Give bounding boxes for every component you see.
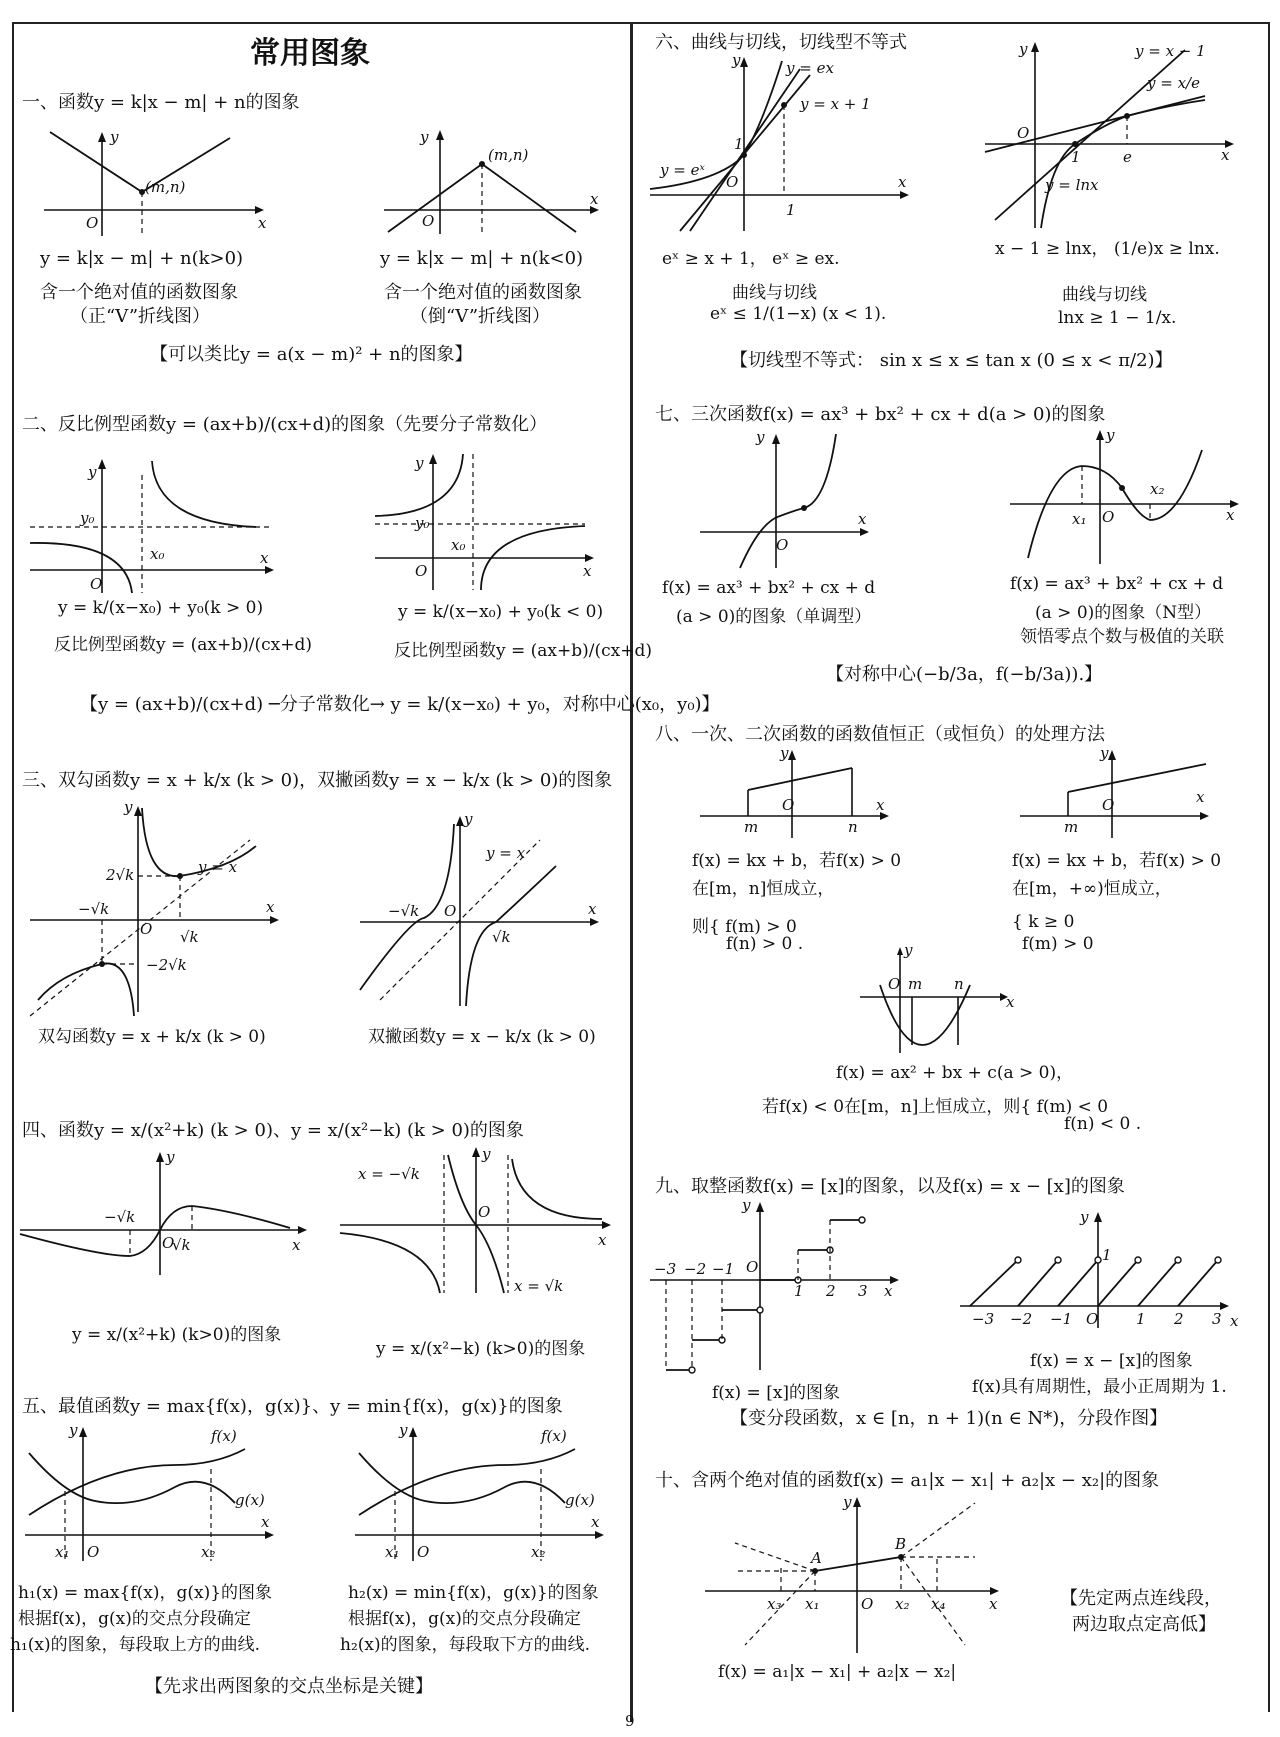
svg-text:y: y [124,798,133,816]
v-graph-left [40,130,280,240]
svg-text:n: n [954,975,964,993]
svg-text:y: y [110,128,119,146]
s8-left-text: 在[m，n]恒成立， [692,879,835,899]
s8-left-text: f(n) > 0 . [726,934,804,954]
label: √k [180,928,199,946]
s9-right-cap: f(x)具有周期性，最小正周期为 1. [972,1377,1227,1397]
s4-right-caption: y = x/(x²−k) (k>0)的图象 [376,1339,586,1359]
label: y = lnx [1045,176,1099,194]
s6-left-ineq: eˣ ≥ x + 1， eˣ ≥ ex. [662,249,840,269]
s5-note: 【先求出两图象的交点坐标是关键】 [145,1676,433,1697]
svg-text:y: y [1019,40,1028,58]
s6-right-ineq: x − 1 ≥ lnx， (1/e)x ≥ lnx. [995,239,1220,259]
svg-text:x: x [590,190,599,208]
s8-mid-text: 若f(x) < 0在[m，n]上恒成立，则{ f(m) < 0 [762,1097,1109,1117]
ln-tangent-graph [985,40,1245,230]
section-3-heading: 三、双勾函数y = x + k/x (k > 0)，双撇函数y = x − k/x (k > 0)的图象 [22,770,613,791]
svg-text:B: B [895,1535,907,1553]
section-5-heading: 五、最值函数y = max{f(x)，g(x)}、y = min{f(x)，g(x)}的图象 [22,1396,563,1417]
svg-text:x₃: x₃ [767,1595,782,1613]
svg-text:O: O [90,575,103,593]
svg-text:n: n [848,818,858,836]
s8-mid-text: f(x) = ax² + bx + c(a > 0)， [836,1063,1074,1083]
svg-text:x: x [884,1282,893,1300]
s8-mid-text: f(n) < 0 . [1064,1114,1142,1134]
svg-text:x₁: x₁ [385,1543,400,1561]
svg-text:m: m [1064,818,1079,836]
label: f(x) [541,1427,567,1445]
svg-text:√k: √k [172,1236,191,1254]
s7-right-text: 领悟零点个数与极值的关联 [1020,627,1224,647]
label: x = −√k [358,1165,420,1183]
svg-text:O: O [162,1234,175,1252]
svg-text:x: x [1221,146,1230,164]
svg-text:x: x [898,173,907,191]
svg-text:x₂: x₂ [201,1543,216,1561]
label: y = x/e [1147,74,1200,92]
svg-text:A: A [811,1549,822,1567]
s4-left-caption: y = x/(x²+k) (k>0)的图象 [72,1325,282,1345]
svg-text:x₀: x₀ [150,545,165,563]
s2-right-formula: y = k/(x−x₀) + y₀(k < 0) [398,602,604,622]
svg-text:O: O [776,536,789,554]
svg-text:x: x [588,900,597,918]
svg-text:x: x [258,214,267,232]
svg-text:y: y [742,1196,751,1214]
s1-note: 【可以类比y = a(x − m)² + n的图象】 [150,344,473,365]
svg-text:y: y [482,1145,491,1163]
label: x = √k [514,1277,564,1295]
svg-text:x: x [858,510,867,528]
page-number: 9 [625,1712,635,1730]
svg-text:x₂: x₂ [531,1543,546,1561]
s8-left-text: 则{ f(m) > 0 [692,917,797,937]
svg-text:O: O [415,562,428,580]
s7-right-text: f(x) = ax³ + bx² + cx + d [1010,574,1224,594]
svg-text:y₀: y₀ [80,509,95,527]
svg-text:x₁: x₁ [805,1595,820,1613]
svg-text:1: 1 [1136,1310,1146,1328]
label: −√k [388,902,420,920]
label: y = x [486,844,526,862]
s10-note: 【先定两点连线段， [1060,1588,1222,1609]
label: 2√k [106,866,135,884]
cubic-n-graph [1010,428,1250,568]
s1-right-desc: 含一个绝对值的函数图象 [384,282,582,303]
svg-text:−1: −1 [1050,1310,1073,1328]
svg-text:y₀: y₀ [415,514,430,532]
svg-text:1: 1 [1102,1246,1112,1264]
svg-text:1: 1 [734,135,744,153]
section-10-heading: 十、含两个绝对值的函数f(x) = a₁|x − x₁| + a₂|x − x₂|的图象 [655,1470,1160,1491]
s6-right-f: lnx ≥ 1 − 1/x. [1058,308,1177,328]
svg-text:y: y [756,428,765,446]
svg-text:O: O [140,920,153,938]
svg-text:O: O [1086,1310,1099,1328]
s7-left-text: (a > 0)的图象（单调型） [676,607,872,627]
svg-text:y: y [166,1148,175,1166]
svg-text:x: x [876,796,885,814]
svg-text:y: y [904,941,913,959]
svg-text:x: x [1006,993,1015,1011]
s8-right-text: f(x) = kx + b，若f(x) > 0 [1012,851,1222,871]
label: y = eˣ [660,161,705,179]
s7-right-text: (a > 0)的图象（N型） [1035,603,1212,623]
svg-text:x: x [1226,506,1235,524]
svg-text:x: x [583,562,592,580]
exp-tangent-graph [650,51,920,235]
antihook-graph [360,810,610,1010]
svg-text:O: O [888,975,901,993]
s8-right-text: { k ≥ 0 [1012,912,1075,932]
svg-text:3: 3 [1212,1310,1222,1328]
label: −√k [78,900,110,918]
svg-text:O: O [1102,796,1115,814]
svg-text:O: O [782,796,795,814]
svg-text:O: O [417,1543,430,1561]
svg-text:x₁: x₁ [55,1543,70,1561]
floor-graph [650,1196,910,1380]
svg-text:2: 2 [1174,1310,1184,1328]
min-graph [355,1421,615,1565]
svg-text:y: y [69,1421,78,1439]
point-label: (m,n) [145,178,186,196]
svg-text:x: x [1196,788,1205,806]
point-label: (m,n) [488,146,529,164]
s10-formula: f(x) = a₁|x − x₁| + a₂|x − x₂| [718,1662,957,1682]
linear-ray-graph [1020,744,1220,838]
svg-text:O: O [746,1258,759,1276]
s9-note: 【变分段函数，x ∈ [n，n + 1)(n ∈ N*)，分段作图】 [730,1408,1168,1429]
svg-text:y: y [464,810,473,828]
rational-graph-left [20,1150,320,1280]
svg-text:y: y [420,128,429,146]
svg-text:O: O [478,1203,491,1221]
s8-left-text: f(x) = kx + b，若f(x) > 0 [692,851,902,871]
s9-right-cap: f(x) = x − [x]的图象 [1030,1351,1193,1371]
svg-text:y: y [843,1493,852,1511]
s1-right-formula: y = k|x − m| + n(k<0) [380,248,584,269]
label: g(x) [565,1491,595,1509]
section-7-heading: 七、三次函数f(x) = ax³ + bx² + cx + d(a > 0)的图象 [655,404,1106,425]
svg-text:x: x [266,898,275,916]
section-8-heading: 八、一次、二次函数的函数值恒正（或恒负）的处理方法 [655,724,1105,745]
svg-text:−3: −3 [972,1310,995,1328]
svg-text:x₂: x₂ [895,1595,910,1613]
s5-left-text: 根据f(x)，g(x)的交点分段确定 [18,1609,251,1629]
svg-text:e: e [1123,148,1132,166]
svg-text:y: y [1080,1208,1089,1226]
svg-text:x₀: x₀ [451,536,466,554]
inverse-graph-left [30,455,280,595]
svg-text:y: y [780,744,789,762]
svg-text:x₄: x₄ [931,1595,946,1613]
section-4-heading: 四、函数y = x/(x²+k) (k > 0)、y = x/(x²−k) (k > 0)的图象 [22,1120,524,1141]
label: y = ex [786,59,834,77]
label: √k [492,928,511,946]
svg-text:−1: −1 [712,1260,735,1278]
svg-text:O: O [86,214,99,232]
s1-left-desc: 含一个绝对值的函数图象 [40,282,238,303]
page-border [1268,22,1270,1712]
svg-text:−3: −3 [654,1260,677,1278]
svg-text:y: y [88,463,97,481]
svg-text:y: y [732,51,741,69]
two-abs-graph [705,1495,1005,1655]
svg-text:y: y [399,1421,408,1439]
svg-text:x: x [591,1513,600,1531]
s2-left-desc: 反比例型函数y = (ax+b)/(cx+d) [54,635,312,655]
svg-text:O: O [1102,508,1115,526]
s2-left-formula: y = k/(x−x₀) + y₀(k > 0) [58,598,264,618]
label: f(x) [211,1427,237,1445]
svg-text:m: m [744,818,759,836]
s6-left-cap: 曲线与切线 [732,283,817,303]
inverse-graph-right [375,450,625,595]
section-9-heading: 九、取整函数f(x) = [x]的图象，以及f(x) = x − [x]的图象 [655,1176,1125,1197]
label: y = x + 1 [800,95,871,113]
hook-graph [30,800,290,1020]
svg-text:O: O [444,902,457,920]
section-6-heading: 六、曲线与切线，切线型不等式 [655,32,907,53]
svg-text:O: O [861,1595,874,1613]
label: g(x) [235,1491,265,1509]
label: y = x [198,858,238,876]
max-graph [25,1421,285,1565]
s5-left-text: h₁(x) = max{f(x)，g(x)}的图象 [18,1583,273,1603]
label: −2√k [146,956,187,974]
svg-text:−√k: −√k [104,1208,136,1226]
svg-text:y: y [1100,744,1109,762]
s6-right-cap: 曲线与切线 [1062,285,1147,305]
svg-text:−2: −2 [1010,1310,1033,1328]
svg-text:−2: −2 [684,1260,707,1278]
svg-text:O: O [87,1543,100,1561]
s2-note: 【y = (ax+b)/(cx+d) ─分子常数化→ y = k/(x−x₀) + y₀，对称中心(x₀，y₀)】 [80,694,720,715]
svg-text:1: 1 [786,201,796,219]
svg-text:1: 1 [1071,148,1081,166]
svg-text:O: O [726,173,739,191]
s5-right-text: h₂(x) = min{f(x)，g(x)}的图象 [348,1583,599,1603]
s3-right-caption: 双撇函数y = x − k/x (k > 0) [368,1027,596,1047]
v-graph-right [380,128,620,238]
cubic-monotone-graph [700,428,880,572]
svg-text:O: O [422,212,435,230]
quadratic-graph [860,941,1020,1055]
section-1-heading: 一、函数y = k|x − m| + n的图象 [22,92,300,113]
s8-right-text: f(m) > 0 [1022,934,1094,954]
svg-text:x: x [260,549,269,567]
s1-right-desc: （倒“V”折线图） [410,306,551,327]
svg-text:y: y [1106,426,1115,444]
column-divider [630,22,633,1722]
frac-graph [960,1210,1240,1330]
s1-left-formula: y = k|x − m| + n(k>0) [40,248,244,269]
svg-text:x: x [598,1231,607,1249]
s9-left-cap: f(x) = [x]的图象 [712,1383,841,1403]
s6-note: 【切线型不等式： sin x ≤ x ≤ tan x (0 ≤ x < π/2)】 [730,350,1173,371]
section-2-heading: 二、反比例型函数y = (ax+b)/(cx+d)的图象（先要分子常数化） [22,414,548,435]
svg-text:x₂: x₂ [1150,480,1165,498]
s5-right-text: h₂(x)的图象，每段取下方的曲线. [340,1635,591,1655]
svg-text:2: 2 [826,1282,836,1300]
page-border [12,22,14,1712]
svg-text:3: 3 [858,1282,868,1300]
s10-note: 两边取点定高低】 [1072,1614,1216,1635]
linear-interval-graph [700,744,900,838]
page-title: 常用图象 [250,36,370,71]
svg-text:x: x [292,1236,301,1254]
s7-left-text: f(x) = ax³ + bx² + cx + d [662,578,876,598]
svg-text:x: x [1230,1312,1239,1330]
s1-left-desc: （正“V”折线图） [70,306,211,327]
rational-graph-right [340,1145,620,1295]
page-border [12,22,1270,24]
s8-right-text: 在[m，+∞)恒成立， [1012,879,1172,899]
svg-text:x: x [989,1595,998,1613]
s6-left-f: eˣ ≤ 1/(1−x) (x < 1). [710,304,887,324]
s5-right-text: 根据f(x)，g(x)的交点分段确定 [348,1609,581,1629]
svg-text:m: m [908,975,923,993]
svg-text:O: O [1017,124,1030,142]
svg-text:y: y [415,454,424,472]
s7-note: 【对称中心(−b/3a，f(−b/3a)).】 [826,664,1103,685]
s5-left-text: h₁(x)的图象，每段取上方的曲线. [10,1635,261,1655]
label: y = x − 1 [1135,42,1206,60]
svg-text:x: x [261,1513,270,1531]
svg-text:x₁: x₁ [1072,510,1087,528]
s3-left-caption: 双勾函数y = x + k/x (k > 0) [38,1027,266,1047]
svg-text:1: 1 [794,1282,804,1300]
s2-right-desc: 反比例型函数y = (ax+b)/(cx+d) [394,641,652,661]
